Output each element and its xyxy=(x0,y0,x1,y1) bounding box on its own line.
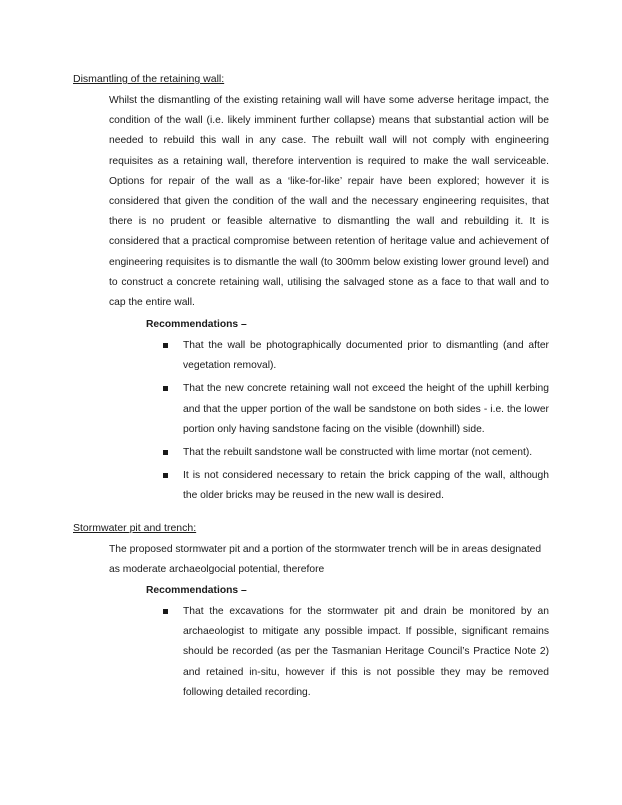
bullet-text: That the excavations for the stormwater pit and drain be monitored by an archaeologist to mitigate any possible impact. If possible, significant remains should be recorded (as per the Tasmanian Heritage Council’s Practice Note 2) and retained in-situ, however if this is not possible they may be removed following detailed recording. xyxy=(183,606,549,698)
recommendations-label-stormwater: Recommendations – xyxy=(146,585,247,596)
list-item xyxy=(163,602,549,703)
square-bullet-icon xyxy=(163,386,168,391)
bullet-text: It is not considered necessary to retain the brick capping of the wall, although the older bricks may be reused in the new wall is desired. xyxy=(183,470,549,502)
bullet-text: That the new concrete retaining wall not exceed the height of the uphill kerbing and that the upper portion of the wall be sandstone on both sides - i.e. the lower portion only having sandstone facing on the visible (downhill) side. xyxy=(183,383,549,435)
square-bullet-icon xyxy=(163,609,168,614)
list-item xyxy=(163,443,549,463)
list-item xyxy=(163,336,549,376)
section-paragraph-stormwater: The proposed stormwater pit and a portion of the stormwater trench will be in areas designated as moderate archaeolgocial potential, therefore xyxy=(109,544,542,576)
section-heading-stormwater: Stormwater pit and trench: xyxy=(73,522,197,534)
recommendations-list-stormwater xyxy=(163,602,549,706)
recommendations-list-retaining-wall xyxy=(163,336,549,510)
list-item xyxy=(163,379,549,440)
section-heading-retaining-wall: Dismantling of the retaining wall: xyxy=(73,73,225,85)
square-bullet-icon xyxy=(163,473,168,478)
section-paragraph-retaining-wall: Whilst the dismantling of the existing retaining wall will have some adverse heritage impact, the condition of the wall (i.e. likely imminent further collapse) means that substantial action will be needed to rebuild this wall in any case. The rebuilt wall will not comply with engineering requisites as a retaining wall, therefore intervention is required to make the wall serviceable. Options for repair of the wall as a ‘like-for-like’ repair have been explored; however it is considered that given the condition of the wall and the necessary engineering requisites, that there is no prudent or feasible alternative to dismantling the wall and rebuilding it. It is considered that a practical compromise between retention of heritage value and achievement of engineering requisites is to dismantle the wall (to 300mm below existing lower ground level) and to construct a concrete retaining wall, utilising the salvaged stone as a face to that wall and to cap the entire wall. xyxy=(109,95,549,309)
bullet-text: That the rebuilt sandstone wall be constructed with lime mortar (not cement). xyxy=(183,447,533,459)
bullet-text: That the wall be photographically documented prior to dismantling (and after vegetation removal). xyxy=(183,340,549,372)
recommendations-label-retaining-wall: Recommendations – xyxy=(146,319,247,330)
square-bullet-icon xyxy=(163,450,168,455)
list-item xyxy=(163,466,549,506)
square-bullet-icon xyxy=(163,343,168,348)
